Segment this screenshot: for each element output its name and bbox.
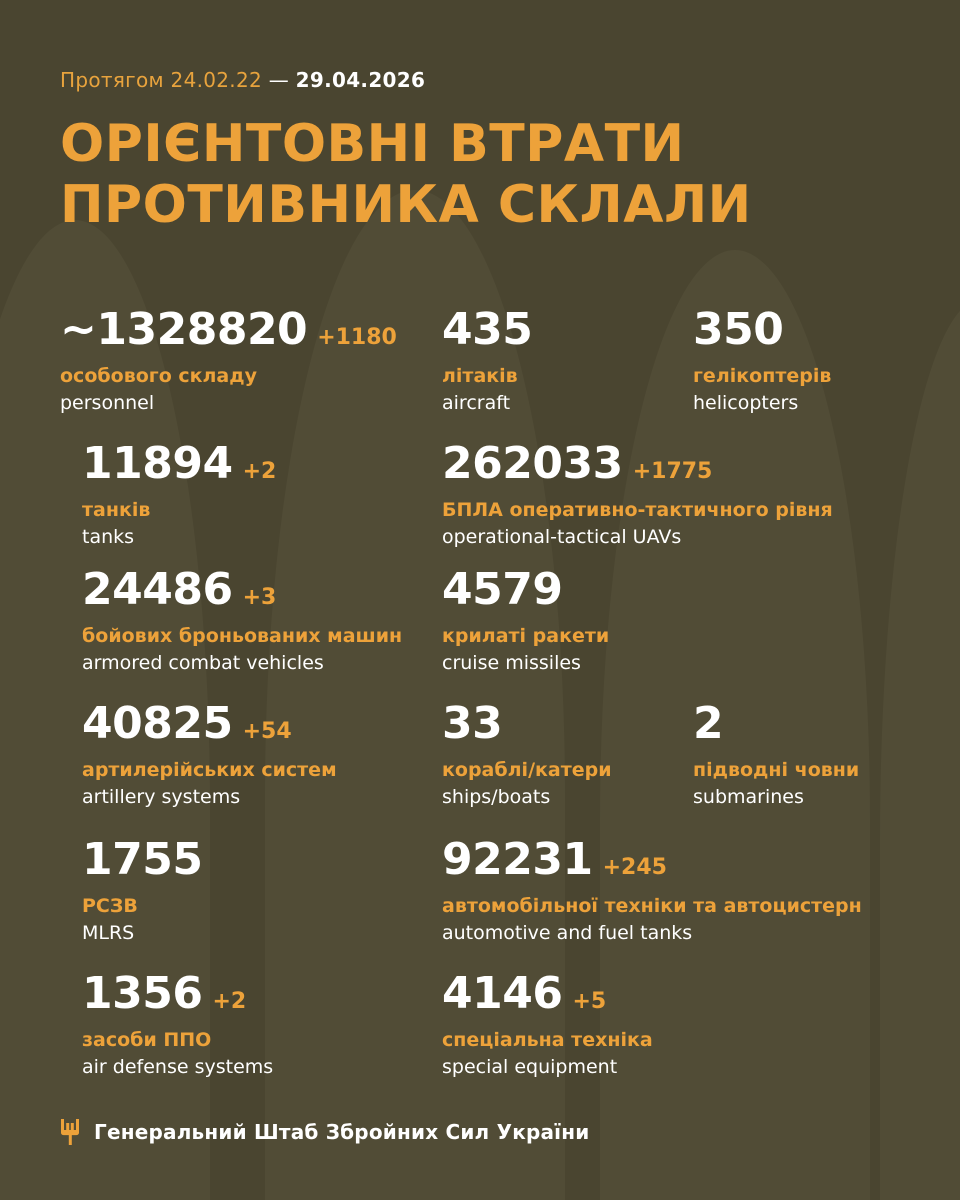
stat-value: 92231	[442, 834, 593, 885]
page-title-line-2: ПРОТИВНИКА СКЛАЛИ	[60, 174, 752, 235]
stat-label-ua: автомобільної техніки та автоцистерн	[442, 895, 862, 917]
stat-label-ua: БПЛА оперативно-тактичного рівня	[442, 499, 833, 521]
period-date: 29.04.2026	[295, 68, 426, 92]
stat-value: 2	[693, 698, 724, 749]
stat-helicopters	[693, 304, 832, 415]
stat-label-ua: спеціальна техніка	[442, 1029, 653, 1051]
stat-label-ua: підводні човни	[693, 759, 860, 781]
stat-value: 4146	[442, 968, 563, 1019]
stat-delta: +2	[212, 989, 247, 1014]
stat-label-ua: танків	[82, 499, 151, 521]
stat-delta: +3	[242, 585, 277, 610]
stat-label-en: ships/boats	[442, 785, 551, 808]
stat-value: 1755	[82, 834, 203, 885]
stat-label-en: air defense systems	[82, 1055, 274, 1078]
stat-label-en: armored combat vehicles	[82, 651, 324, 674]
stat-label-en: personnel	[60, 391, 155, 414]
stat-ships	[442, 698, 612, 809]
stat-label-en: automotive and fuel tanks	[442, 921, 693, 944]
stat-label-en: tanks	[82, 525, 135, 548]
stat-label-ua: гелікоптерів	[693, 365, 832, 387]
stat-label-en: special equipment	[442, 1055, 618, 1078]
stat-label-en: helicopters	[693, 391, 799, 414]
stat-value: 4579	[442, 564, 563, 615]
stat-value: 1356	[82, 968, 203, 1019]
stat-air-defense	[82, 968, 274, 1079]
stat-armored-vehicles	[82, 564, 403, 675]
stat-delta: +2	[242, 459, 277, 484]
stat-submarines	[693, 698, 860, 809]
stat-label-ua: особового складу	[60, 365, 257, 387]
stat-cruise-missiles	[442, 564, 610, 675]
stat-label-en: MLRS	[82, 921, 135, 944]
stat-tanks	[82, 438, 277, 549]
page-title-line-1: ОРІЄНТОВНІ ВТРАТИ	[60, 114, 685, 174]
stat-label-en: operational-tactical UAVs	[442, 525, 682, 548]
stat-label-ua: крилаті ракети	[442, 625, 610, 647]
stat-value: 40825	[82, 698, 233, 749]
stat-delta: +54	[242, 719, 292, 744]
period-prefix: Протягом 24.02.22	[60, 68, 263, 92]
stat-label-en: cruise missiles	[442, 651, 581, 674]
stat-label-en: aircraft	[442, 391, 511, 414]
stat-delta: +245	[602, 855, 667, 880]
stat-special-equipment	[442, 968, 653, 1079]
stat-artillery	[82, 698, 337, 809]
stat-aircraft	[442, 304, 542, 415]
stat-label-en: artillery systems	[82, 785, 241, 808]
stat-label-ua: кораблі/катери	[442, 759, 612, 781]
stat-label-ua: засоби ППО	[82, 1029, 212, 1051]
report-period	[60, 0, 900, 92]
footer-text: Генеральний Штаб Збройних Сил України	[94, 1120, 590, 1144]
stat-label-ua: артилерійських систем	[82, 759, 337, 781]
footer	[60, 1119, 589, 1145]
stat-value: 435	[442, 304, 533, 355]
stat-value: ~1328820	[60, 304, 308, 355]
stat-personnel	[60, 304, 397, 415]
stat-automotive	[442, 834, 862, 945]
trident-icon	[60, 1119, 80, 1145]
stat-label-ua: бойових броньованих машин	[82, 625, 403, 647]
stat-value: 33	[442, 698, 503, 749]
stat-delta: +1775	[632, 459, 713, 484]
stat-value: 24486	[82, 564, 233, 615]
stat-value: 350	[693, 304, 784, 355]
stat-label-ua: РСЗВ	[82, 895, 138, 917]
page-title	[60, 114, 900, 236]
stat-label-en: submarines	[693, 785, 804, 808]
stat-value: 262033	[442, 438, 623, 489]
stat-delta: +5	[572, 989, 607, 1014]
stat-mlrs	[82, 834, 212, 945]
stat-uavs	[442, 438, 833, 549]
stat-value: 11894	[82, 438, 233, 489]
period-dash: —	[268, 68, 289, 92]
stat-label-ua: літаків	[442, 365, 518, 387]
stat-delta: +1180	[317, 325, 397, 350]
